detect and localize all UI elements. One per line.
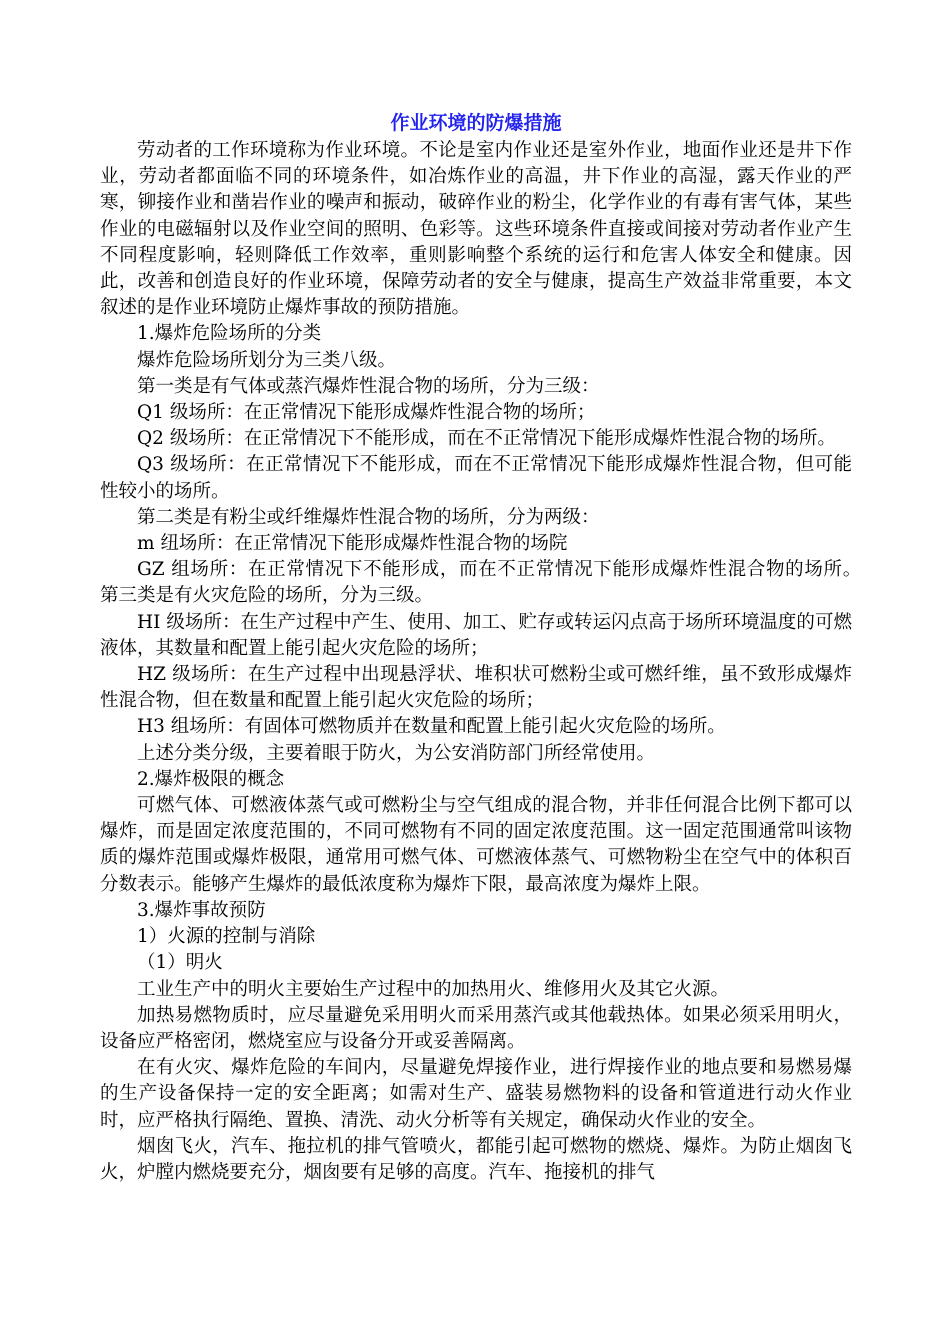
list-item: Q1 级场所：在正常情况下能形成爆炸性混合物的场所； bbox=[137, 402, 596, 424]
list-item: HI 级场所：在生产过程中产生、使用、加工、贮存或转运闪点高于场所环境温度的可燃液体，其数量和配置上能引起火灾危险的场所； bbox=[100, 611, 852, 659]
paragraph: 上述分类分级，主要着眼于防火，为公安消防部门所经常使用。 bbox=[137, 742, 656, 764]
list-item: Q2 级场所：在正常情况下不能形成，而在不正常情况下能形成爆炸性混合物的场所。 bbox=[137, 428, 836, 450]
subsection-heading: 1）火源的控制与消除 bbox=[137, 926, 316, 948]
paragraph: 爆炸危险场所划分为三类八级。 bbox=[137, 349, 397, 371]
section-heading: 2.爆炸极限的概念 bbox=[137, 768, 285, 790]
list-item: HZ 级场所：在生产过程中出现悬浮状、堆积状可燃粉尘或可燃纤维，虽不致形成爆炸性混合物，但在数量和配置上能引起火灾危险的场所； bbox=[100, 664, 852, 712]
paragraph: 第一类是有气体或蒸汽爆炸性混合物的场所，分为三级： bbox=[137, 375, 600, 397]
list-item: H3 组场所：有固体可燃物质并在数量和配置上能引起火灾危险的场所。 bbox=[137, 716, 726, 738]
section-heading: 3.爆炸事故预防 bbox=[137, 899, 266, 921]
subsection-heading: （1）明火 bbox=[137, 952, 223, 974]
paragraph: 工业生产中的明火主要始生产过程中的加热用火、维修用火及其它火源。 bbox=[137, 978, 730, 1000]
paragraph: 第二类是有粉尘或纤维爆炸性混合物的场所，分为两级： bbox=[137, 506, 600, 528]
paragraph: 烟囱飞火，汽车、拖拉机的排气管喷火，都能引起可燃物的燃烧、爆炸。为防止烟囱飞火，炉膛内燃烧要充分，烟囱要有足够的高度。汽车、拖接机的排气 bbox=[100, 1135, 852, 1183]
document-title: 作业环境的防爆措施 bbox=[390, 112, 562, 134]
list-item: Q3 级场所：在正常情况下不能形成，而在不正常情况下能形成爆炸性混合物，但可能性较小的场所。 bbox=[100, 454, 852, 502]
section-heading: 1.爆炸危险场所的分类 bbox=[137, 323, 322, 345]
list-item: GZ 组场所：在正常情况下不能形成，而在不正常情况下能形成爆炸性混合物的场所。 第三类是有火灾危险的场所，分为三级。 bbox=[100, 559, 890, 607]
document-page bbox=[100, 108, 890, 1186]
paragraph: 可燃气体、可燃液体蒸气或可燃粉尘与空气组成的混合物，并非任何混合比例下都可以爆炸，而是固定浓度范围的，不同可燃物有不同的固定浓度范围。这一固定范围通常叫该物质的爆炸范围或爆炸极限，通常用可燃气体、可燃液体蒸气、可燃物粉尘在空气中的体积百分数表示。能够产生爆炸的最低浓度称为爆炸下限，最高浓度为爆炸上限。 bbox=[100, 795, 852, 895]
paragraph: 劳动者的工作环境称为作业环境。不论是室内作业还是室外作业，地面作业还是井下作业，劳动者都面临不同的环境条件，如冶炼作业的高温，井下作业的高湿，露天作业的严寒，铆接作业和凿岩作业的噪声和振动，破碎作业的粉尘，化学作业的有毒有害气体，某些作业的电磁辐射以及作业空间的照明、色彩等。这些环境条件直接或间接对劳动者作业产生不同程度影响，轻则降低工作效率，重则影响整个系统的运行和危害人体安全和健康。因此，改善和创造良好的作业环境，保障劳动者的安全与健康，提高生产效益非常重要，本文叙述的是作业环境防止爆炸事故的预防措施。 bbox=[100, 140, 852, 319]
paragraph: 在有火灾、爆炸危险的车间内，尽量避免焊接作业，进行焊接作业的地点要和易燃易爆的生产设备保持一定的安全距离；如需对生产、盛装易燃物料的设备和管道进行动火作业时，应严格执行隔绝、置换、清洗、动火分析等有关规定，确保动火作业的安全。 bbox=[100, 1057, 852, 1131]
paragraph: 加热易燃物质时，应尽量避免采用明火而采用蒸汽或其他载热体。如果必须采用明火，设备应严格密闭，燃烧室应与设备分开或妥善隔离。 bbox=[100, 1004, 852, 1052]
list-item: m 纽场所：在正常情况下能形成爆炸性混合物的场院 bbox=[137, 533, 568, 555]
